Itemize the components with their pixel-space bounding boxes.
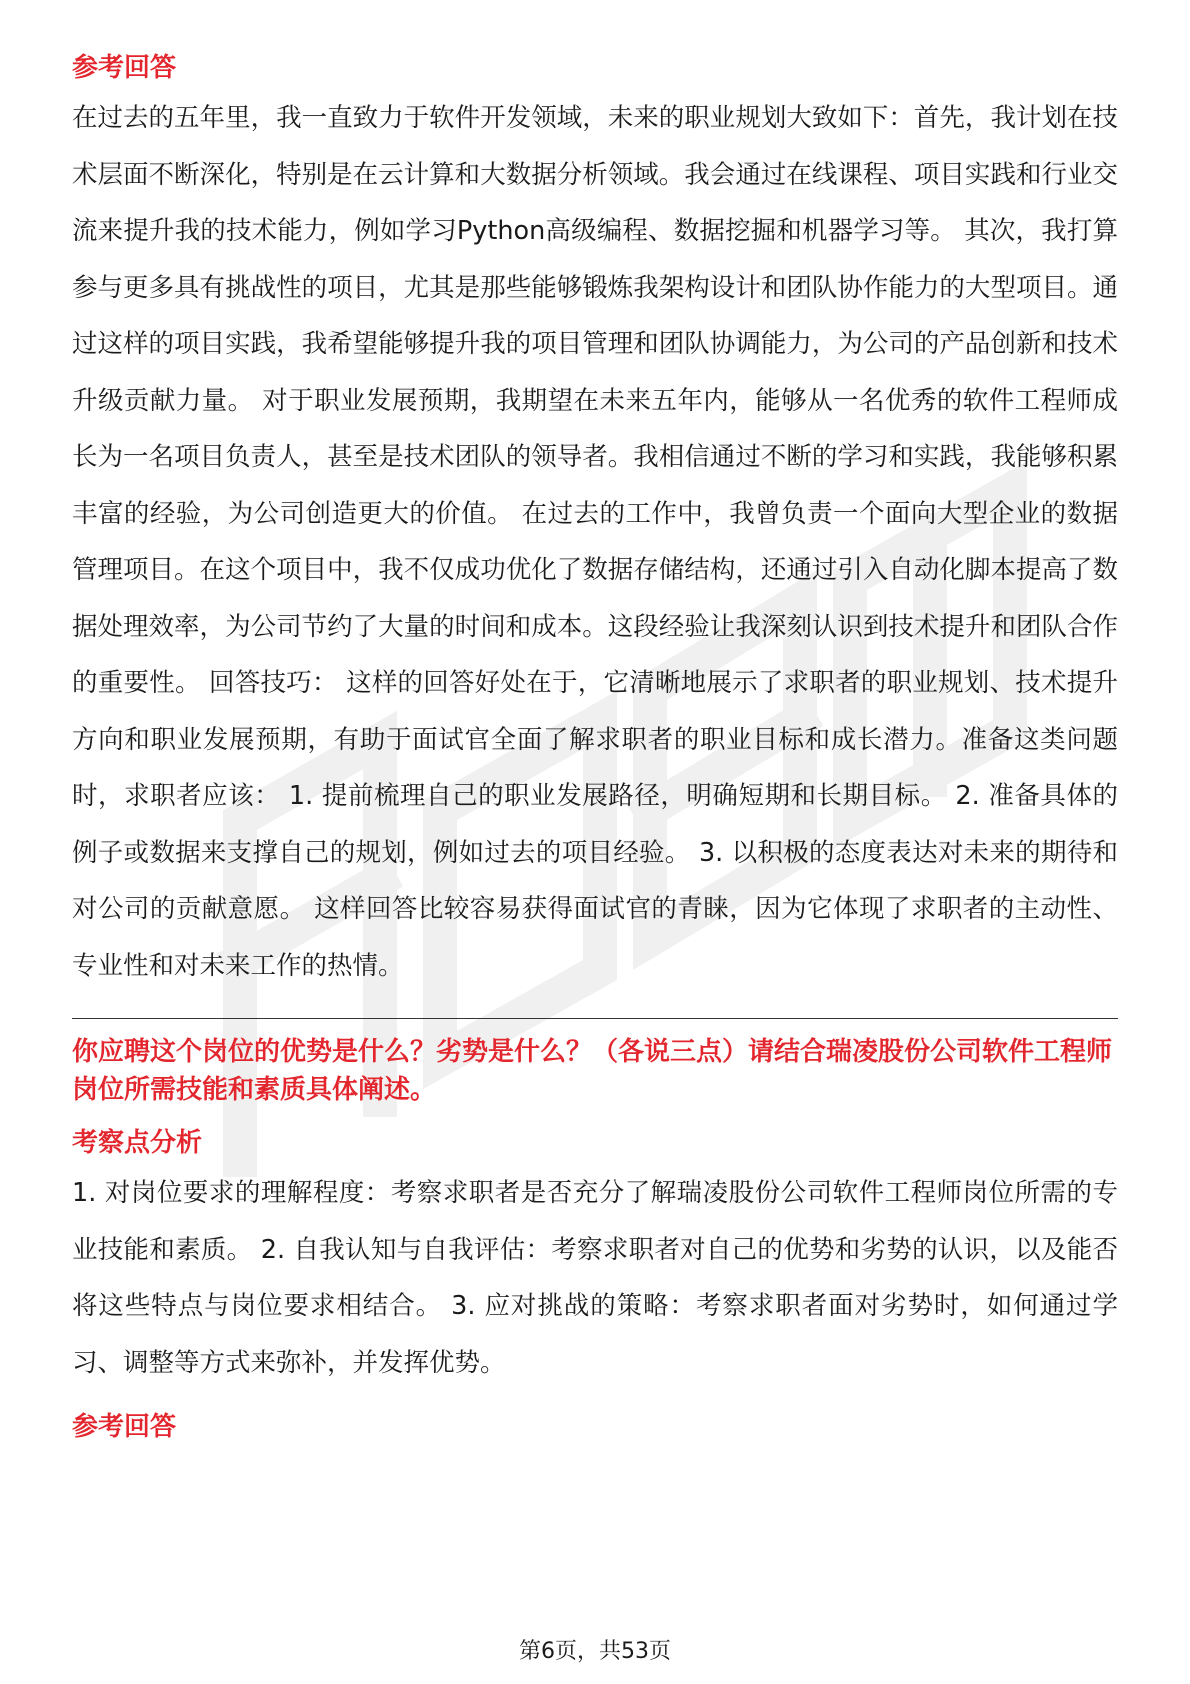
reference-answer-heading-2: 参考回答: [72, 1412, 177, 1442]
page-content: [72, 48, 1118, 1447]
interview-question: 你应聘这个岗位的优势是什么？劣势是什么？（各说三点）请结合瑞凌股份公司软件工程师岗位所需技能和素质具体阐述。: [72, 1037, 1113, 1105]
analysis-heading: 考察点分析: [72, 1128, 203, 1158]
analysis-text: 1. 对岗位要求的理解程度：考察求职者是否充分了解瑞凌股份公司软件工程师岗位所需的专业技能和素质。 2. 自我认知与自我评估：考察求职者对自己的优势和劣势的认识，以及能否将这些特点与岗位要求相结合。 3. 应对挑战的策略：考察求职者面对劣势时，如何通过学习、调整等方式来弥补，并发挥优势。: [72, 1178, 1118, 1378]
section-divider: [72, 1018, 1118, 1019]
page-number: 第6页，共53页: [519, 1639, 671, 1664]
reference-answer-heading: 参考回答: [72, 53, 177, 83]
reference-answer-text: 在过去的五年里，我一直致力于软件开发领域，未来的职业规划大致如下：首先，我计划在技术层面不断深化，特别是在云计算和大数据分析领域。我会通过在线课程、项目实践和行业交流来提升我的技术能力，例如学习Python高级编程、数据挖掘和机器学习等。 其次，我打算参与更多具有挑战性的项目，尤其是那些能够锻炼我架构设计和团队协作能力的大型项目。通过这样的项目实践，我希望能够提升我的项目管理和团队协调能力，为公司的产品创新和技术升级贡献力量。 对于职业发展预期，我期望在未来五年内，能够从一名优秀的软件工程师成长为一名项目负责人，甚至是技术团队的领导者。我相信通过不断的学习和实践，我能够积累丰富的经验，为公司创造更大的价值。 在过去的工作中，我曾负责一个面向大型企业的数据管理项目。在这个项目中，我不仅成功优化了数据存储结构，还通过引入自动化脚本提高了数据处理效率，为公司节约了大量的时间和成本。这段经验让我深刻认识到技术提升和团队合作的重要性。 回答技巧： 这样的回答好处在于，它清晰地展示了求职者的职业规划、技术提升方向和职业发展预期，有助于面试官全面了解求职者的职业目标和成长潜力。准备这类问题时，求职者应该： 1. 提前梳理自己的职业发展路径，明确短期和长期目标。 2. 准备具体的例子或数据来支撑自己的规划，例如过去的项目经验。 3. 以积极的态度表达对未来的期待和对公司的贡献意愿。 这样回答比较容易获得面试官的青睐，因为它体现了求职者的主动性、专业性和对未来工作的热情。: [72, 103, 1118, 981]
